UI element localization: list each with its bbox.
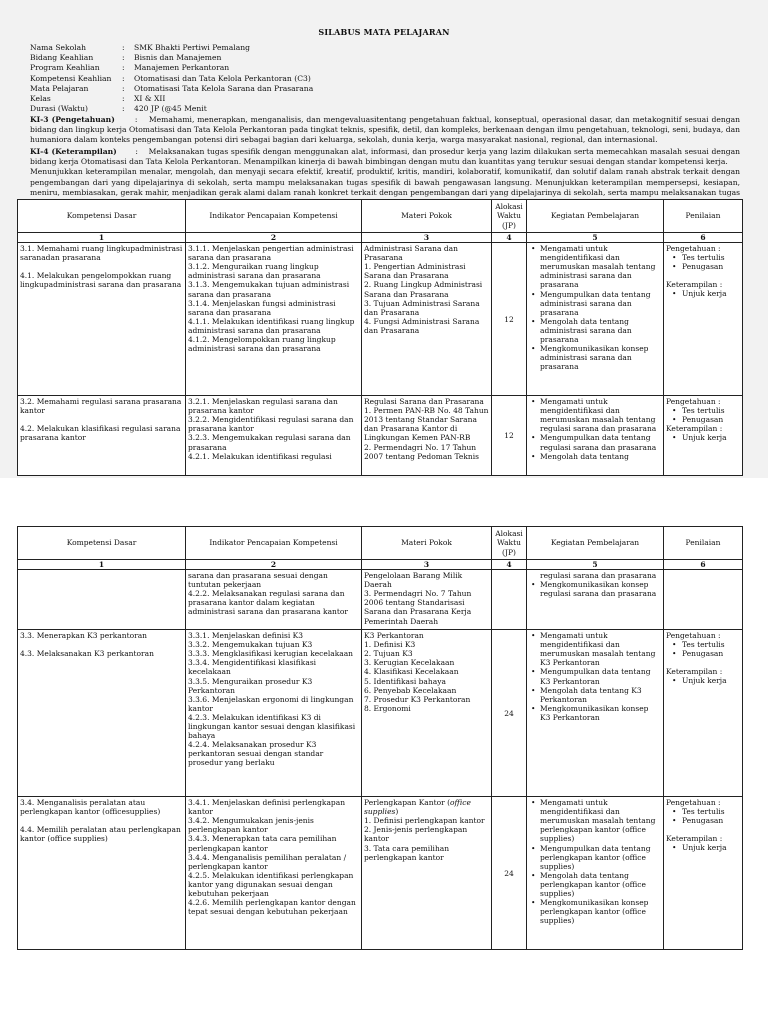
- kegiatan-list: [529, 580, 661, 598]
- table-row: [18, 630, 743, 797]
- materi-item: 3. Tujuan Administrasi Sarana dan Prasarana: [364, 298, 480, 317]
- ipk-item: 4.1.1. Melakukan identifikasi ruang lingkup administrasi sarana dan prasarana: [188, 316, 355, 335]
- ipk-item: 3.1.3. Mengemukakan tujuan administrasi sarana dan prasarana: [188, 280, 350, 299]
- materi-cell: [362, 570, 492, 630]
- kegiatan-cell: [527, 243, 664, 396]
- info-value: XI & XII: [134, 94, 166, 104]
- ipk-item: 3.2.1. Menjelaskan regulasi sarana dan prasarana kantor: [188, 397, 338, 416]
- ipk-item: 3.4.3. Menerapkan tata cara pemilihan perlengkapan kantor: [188, 834, 337, 853]
- spacer: [666, 658, 740, 667]
- ipk-item: 3.3.2. Mengemukakan tujuan K3: [188, 640, 313, 650]
- materi-item: 2. Tujuan K3: [364, 649, 413, 659]
- kegiatan-cell: [527, 570, 664, 630]
- penilaian-list: [666, 406, 740, 424]
- info-colon: :: [122, 43, 125, 52]
- header-alokasi-waktu: Alokasi Waktu (JP): [492, 527, 527, 560]
- ipk-cell: [186, 396, 362, 476]
- info-value: Bisnis dan Manajemen: [134, 53, 222, 63]
- penilaian-item: • Penugasan: [682, 816, 740, 825]
- info-label: Kelas: [30, 94, 51, 104]
- materi-item: 6. Penyebab Kecelakaan: [364, 685, 457, 695]
- ipk-item: 3.3.4. Mengidentifikasi klasifikasi kecelakaan: [188, 658, 317, 677]
- header-kegiatan: Kegiatan Pembelajaran: [527, 200, 664, 233]
- column-number: 1: [18, 233, 186, 243]
- materi-heading-close: ): [395, 807, 399, 817]
- penilaian-item: • Penugasan: [682, 262, 740, 271]
- info-label: Durasi (Waktu): [30, 104, 89, 114]
- column-number: 3: [362, 560, 492, 570]
- header-alokasi-waktu: Alokasi Waktu (JP): [492, 200, 527, 233]
- materi-heading-italic: office supplies: [364, 798, 471, 817]
- penilaian-item: • Unjuk kerja: [682, 676, 740, 685]
- materi-cell: [362, 396, 492, 476]
- kegiatan-item: • Mengolah data tentang perlengkapan kantor (office supplies): [540, 871, 661, 898]
- kd-item: 4.4. Memilih peralatan atau perlengkapan kantor (office supplies): [20, 825, 181, 844]
- ipk-item: 3.2.2. Mengidentifikasi regulasi sarana dan prasarana kantor: [188, 415, 354, 434]
- syllabus-table-page-2: [17, 526, 743, 950]
- kd-item: 3.1. Memahami ruang lingkupadministrasi saranadan prasarana: [20, 244, 183, 263]
- kegiatan-item: • Mengkomunikasikan konsep administrasi sarana dan prasarana: [540, 344, 661, 371]
- ki3-label: KI-3 (Pengetahuan): [30, 115, 115, 124]
- info-colon: :: [122, 73, 125, 83]
- info-colon: :: [122, 94, 125, 104]
- ipk-item: 4.2.2. Melaksanakan regulasi sarana dan prasarana kantor dalam kegiatan administrasi sarana dan prasarana kantor: [188, 589, 348, 617]
- column-number: 2: [186, 233, 362, 243]
- kd-cell: [18, 396, 186, 476]
- column-number: 5: [527, 560, 664, 570]
- penilaian-cell: [664, 797, 743, 950]
- info-value: Otomatisasi Tata Kelola Sarana dan Prasarana: [134, 83, 314, 93]
- ipk-item: 3.2.3. Mengemukakan regulasi sarana dan prasarana: [188, 433, 351, 452]
- info-label: Program Keahlian: [30, 63, 100, 73]
- info-label: Mata Pelajaran: [30, 83, 89, 93]
- penilaian-list: [666, 640, 740, 658]
- penilaian-cell: [664, 630, 743, 797]
- materi-item: K3 Perkantoran: [364, 631, 424, 641]
- kegiatan-item: • Mengolah data tentang administrasi sarana dan prasarana: [540, 317, 661, 344]
- ipk-item: 3.1.2. Menguraikan ruang lingkup administrasi sarana dan prasarana: [188, 262, 321, 281]
- kegiatan-item: • Mengkomunikasikan konsep perlengkapan kantor (office supplies): [540, 898, 661, 925]
- jp-cell: [492, 570, 527, 630]
- column-number: 2: [186, 560, 362, 570]
- penilaian-list: [666, 843, 740, 852]
- column-number-row: [18, 233, 743, 243]
- spacer: [666, 271, 740, 280]
- kegiatan-list: [529, 244, 661, 371]
- penilaian-pengetahuan-label: Pengetahuan :: [666, 798, 721, 808]
- kegiatan-list: [529, 798, 661, 925]
- header-indikator: Indikator Pencapaian Kompetensi: [186, 527, 362, 560]
- kegiatan-item: • Mengumpulkan data tentang regulasi sarana dan prasarana: [540, 433, 661, 451]
- penilaian-item: • Unjuk kerja: [682, 843, 740, 852]
- identity-block: [30, 43, 313, 114]
- ipk-item: 3.3.6. Menjelaskan ergonomi di lingkungan kantor: [188, 694, 354, 713]
- penilaian-item: • Tes tertulis: [682, 253, 740, 262]
- ki4-label: KI-4 (Keterampilan): [30, 147, 117, 156]
- kegiatan-list: [529, 631, 661, 722]
- penilaian-keterampilan-label: Keterampilan :: [666, 667, 723, 677]
- info-value: Otomatisasi dan Tata Kelola Perkantoran (C3): [134, 73, 311, 83]
- penilaian-keterampilan-label: Keterampilan :: [666, 280, 723, 290]
- info-row-kelas: [30, 94, 313, 104]
- penilaian-list: [666, 289, 740, 298]
- materi-item: 7. Prosedur K3 Perkantoran: [364, 694, 471, 704]
- column-number: 3: [362, 233, 492, 243]
- penilaian-item: • Penugasan: [682, 649, 740, 658]
- kd-item: 3.3. Menerapkan K3 perkantoran: [20, 631, 148, 641]
- document-title: SILABUS MATA PELAJARAN: [318, 27, 450, 37]
- info-value: SMK Bhakti Pertiwi Pemalang: [134, 43, 250, 52]
- header-kegiatan: Kegiatan Pembelajaran: [527, 527, 664, 560]
- penilaian-list: [666, 253, 740, 271]
- spacer: [666, 825, 740, 834]
- kegiatan-cell: [527, 630, 664, 797]
- kegiatan-item: • Mengkomunikasikan konsep K3 Perkantoran: [540, 704, 661, 722]
- info-label: Kompetensi Keahlian: [30, 73, 112, 83]
- materi-item: 1. Definisi perlengkapan kantor: [364, 816, 485, 826]
- jp-cell: 24: [492, 797, 527, 950]
- info-row-kompetensi-keahlian: [30, 74, 313, 84]
- materi-item: 4. Klasifikasi Kecelakaan: [364, 667, 459, 677]
- info-colon: :: [122, 53, 125, 63]
- kd-item: 3.4. Menganalisis peralatan atau perlengkapan kantor (officesupplies): [20, 798, 161, 817]
- ki4-text-continued: Menunjukkan keterampilan menalar, mengolah, dan menyaji secara efektif, kreatif, produktif, kritis, mandiri, kolaboratif, komunikatif, dan solutif dalam ranah abstrak terkait dengan pengembangan dari yang dipelajarinya di sekolah, serta mampu melaksanakan tugas spesifik di bawah pengawasan langsung. Menunjukkan keterampilan mempersepsi, kesiapan, meniru, membiasakan, gerak mahir, menjadikan gerak alami dalam ranah konkret terkait dengan pengembangan dari yang dipelajarinya di sekolah, serta mampu melaksanakan tugas: [30, 167, 740, 197]
- ipk-item: 3.3.3. Mengklasifikasi kerugian kecelakaan: [188, 649, 354, 659]
- ipk-item: 3.4.4. Menganalisis pemilihan peralatan / perlengkapan kantor: [188, 852, 347, 871]
- materi-item: 5. Identifikasi bahaya: [364, 676, 446, 686]
- info-row-bidang-keahlian: [30, 53, 313, 63]
- ipk-item: 3.1.1. Menjelaskan pengertian administrasi sarana dan prasarana: [188, 244, 354, 263]
- info-label: Bidang Keahlian: [30, 53, 94, 63]
- info-colon: :: [122, 104, 125, 114]
- penilaian-cell: [664, 570, 743, 630]
- ipk-item: 4.2.6. Memilih perlengkapan kantor dengan tepat sesuai dengan kebutuhan pekerjaan: [188, 898, 356, 917]
- materi-item: 1. Definisi K3: [364, 640, 416, 650]
- kegiatan-item: • Mengumpulkan data tentang perlengkapan kantor (office supplies): [540, 844, 661, 871]
- penilaian-item: • Tes tertulis: [682, 406, 740, 415]
- materi-cell: [362, 630, 492, 797]
- info-label: Nama Sekolah: [30, 43, 87, 52]
- table-row-continued: [18, 570, 743, 630]
- kegiatan-item: • Mengamati untuk mengidentifikasi dan merumuskan masalah tentang K3 Perkantoran: [540, 631, 661, 667]
- column-number: 1: [18, 560, 186, 570]
- ipk-item: 4.2.4. Melaksanakan prosedur K3 perkantoran sesuai dengan standar prosedur yang berlaku: [188, 740, 324, 768]
- spacer: [20, 262, 183, 271]
- ipk-item: 4.2.1. Melakukan identifikasi regulasi: [188, 451, 332, 461]
- materi-item: 8. Ergonomi: [364, 703, 411, 713]
- penilaian-pengetahuan-label: Pengetahuan :: [666, 397, 721, 407]
- ipk-item: 4.1.2. Mengelompokkan ruang lingkup administrasi sarana dan prasarana: [188, 335, 336, 354]
- kd-item: 4.2. Melakukan klasifikasi regulasi sarana prasarana kantor: [20, 424, 181, 443]
- table-header-row: [18, 200, 743, 233]
- info-colon: :: [122, 63, 125, 73]
- ipk-item: 4.2.3. Melakukan identifikasi K3 di lingkungan kantor sesuai dengan klasifikasi bahaya: [188, 712, 356, 741]
- materi-cell: [362, 797, 492, 950]
- header-materi-pokok: Materi Pokok: [362, 200, 492, 233]
- ipk-item: 3.4.2. Mengumukakan jenis-jenis perlengkapan kantor: [188, 816, 314, 835]
- materi-heading-text: Perlengkapan Kantor (: [364, 798, 451, 808]
- header-materi-pokok: Materi Pokok: [362, 527, 492, 560]
- column-number: 6: [664, 560, 743, 570]
- materi-item: Administrasi Sarana dan Prasarana: [364, 244, 458, 263]
- column-number: 4: [492, 233, 527, 243]
- penilaian-item: • Tes tertulis: [682, 807, 740, 816]
- ipk-item: 4.2.5. Melakukan identifikasi perlengkapan kantor yang digunakan sesuai dengan kebutuhan pekerjaan: [188, 870, 354, 899]
- materi-item: Pengelolaan Barang Milik Daerah: [364, 571, 463, 590]
- penilaian-keterampilan-label: Keterampilan :: [666, 834, 723, 844]
- spacer: [20, 640, 183, 649]
- syllabus-table-page-1: [17, 199, 743, 476]
- kegiatan-cell: [527, 797, 664, 950]
- kegiatan-item: • Mengumpulkan data tentang K3 Perkantoran: [540, 667, 661, 685]
- header-penilaian: Penilaian: [664, 527, 743, 560]
- info-row-mata-pelajaran: [30, 84, 313, 94]
- penilaian-list: [666, 433, 740, 442]
- ki4-text: Melaksanakan tugas spesifik dengan menggunakan alat, informasi, dan prosedur kerja yang lazim dilakukan serta memecahkan masalah sesuai dengan bidang kerja Otomatisasi dan Tata Kelola Perkantoran. Menampilkan kinerja di bawah bimbingan dengan mutu dan kuantitas yang terukur sesuai dengan standar kompetensi kerja.: [30, 147, 740, 167]
- penilaian-cell: [664, 396, 743, 476]
- materi-item: 4. Fungsi Administrasi Sarana dan Prasarana: [364, 316, 480, 335]
- jp-cell: 12: [492, 396, 527, 476]
- spacer: [20, 816, 183, 825]
- header-indikator: Indikator Pencapaian Kompetensi: [186, 200, 362, 233]
- table-row: [18, 396, 743, 476]
- kd-item: 4.1. Melakukan pengelompokkan ruang lingkupadministrasi sarana dan prasarana: [20, 271, 182, 290]
- penilaian-list: [666, 807, 740, 825]
- materi-item: 3. Kerugian Kecelakaan: [364, 658, 455, 668]
- penilaian-cell: [664, 243, 743, 396]
- ki4-block: KI-4 (Keterampilan) : Melaksanakan tugas spesifik dengan menggunakan alat, informasi, dan prosedur kerja yang lazim dilakukan serta memecahkan masalah sesuai dengan bidang kerja Otomatisasi dan Tata Kelola Perkantoran. Menampilkan kinerja di bawah bimbingan dengan mutu dan kuantitas yang terukur sesuai dengan standar kompetensi kerja. Menunjukkan keterampilan menalar, mengolah, dan menyaji secara efektif, kreatif, produktif, kritis, mandiri, kolaboratif, komunikatif, dan solutif dalam ranah abstrak terkait dengan pengembangan dari yang dipelajarinya di sekolah, serta mampu melaksanakan tugas spesifik di bawah pengawasan langsung. Menunjukkan keterampilan mempersepsi, kesiapan, meniru, membiasakan, gerak mahir, menjadikan gerak alami dalam ranah konkret terkait dengan pengembangan dari yang dipelajarinya di sekolah, serta mampu melaksanakan tugas: [30, 147, 740, 208]
- penilaian-item: • Tes tertulis: [682, 640, 740, 649]
- kd-cell: [18, 243, 186, 396]
- kegiatan-item-continued: regulasi sarana dan prasarana: [540, 571, 657, 581]
- jp-cell: 12: [492, 243, 527, 396]
- ipk-item: sarana dan prasarana sesuai dengan tuntutan pekerjaan: [188, 571, 328, 590]
- ipk-cell: [186, 570, 362, 630]
- ki3-text: Memahami, menerapkan, menganalisis, dan mengevaluasitentang pengetahuan faktual, konseptual, operasional dasar, dan metakognitif sesuai dengan bidang dan lingkup kerja Otomatisasi dan Tata Kelola Perkantoran pada tingkat teknis, spesifik, detil, dan kompleks, berkenaan dengan ilmu pengetahuan, teknologi, seni, budaya, dan humaniora dalam konteks pengembangan potensi diri sebagai bagian dari keluarga, sekolah, dunia kerja, warga masyarakat nasional, regional, dan internasional.: [30, 115, 740, 145]
- ipk-item: 3.3.1. Menjelaskan definisi K3: [188, 631, 303, 641]
- header-kompetensi-dasar: Kompetensi Dasar: [18, 200, 186, 233]
- materi-heading: [364, 798, 489, 816]
- spacer: [20, 415, 183, 424]
- kegiatan-item: • Mengumpulkan data tentang administrasi sarana dan prasarana: [540, 290, 661, 317]
- kd-item: 3.2. Memahami regulasi sarana prasarana kantor: [20, 397, 182, 416]
- column-number: 5: [527, 233, 664, 243]
- kegiatan-item: • Mengamati untuk mengidentifikasi dan merumuskan masalah tentang perlengkapan kantor (office supplies): [540, 798, 661, 843]
- info-row-program-keahlian: [30, 63, 313, 73]
- materi-item: 1. Permen PAN-RB No. 48 Tahun 2013 tentang Standar Sarana dan Prasarana Kantor di Lingkungan Kemen PAN-RB: [364, 406, 489, 443]
- info-row-nama-sekolah: [30, 43, 313, 53]
- table-header-row: [18, 527, 743, 560]
- column-number: 6: [664, 233, 743, 243]
- column-number-row: [18, 560, 743, 570]
- kd-cell: [18, 797, 186, 950]
- materi-item: 2. Jenis-jenis perlengkapan kantor: [364, 825, 468, 844]
- ipk-cell: [186, 797, 362, 950]
- materi-item: Regulasi Sarana dan Prasarana: [364, 397, 484, 407]
- info-value: 420 JP (@45 Menit: [134, 104, 207, 114]
- kegiatan-item: • Mengolah data tentang K3 Perkantoran: [540, 686, 661, 704]
- ki3-block: KI-3 (Pengetahuan) : Memahami, menerapkan, menganalisis, dan mengevaluasitentang pengetahuan faktual, konseptual, operasional dasar, dan metakognitif sesuai dengan bidang dan lingkup kerja Otomatisasi dan Tata Kelola Perkantoran pada tingkat teknis, spesifik, detil, dan kompleks, berkenaan dengan ilmu pengetahuan, teknologi, seni, budaya, dan humaniora dalam konteks pengembangan potensi diri sebagai bagian dari keluarga, sekolah, dunia kerja, warga masyarakat nasional, regional, dan internasional.: [30, 115, 740, 145]
- kegiatan-item: • Mengamati untuk mengidentifikasi dan merumuskan masalah tentang administrasi sarana dan prasarana: [540, 244, 661, 289]
- kd-cell: [18, 570, 186, 630]
- kegiatan-item: • Mengolah data tentang: [540, 452, 661, 461]
- header-penilaian: Penilaian: [664, 200, 743, 233]
- materi-item: 3. Tata cara pemilihan perlengkapan kantor: [364, 843, 450, 862]
- penilaian-item: • Penugasan: [682, 415, 740, 424]
- kegiatan-list: [529, 397, 661, 461]
- kegiatan-item: • Mengamati untuk mengidentifikasi dan merumuskan masalah tentang regulasi sarana dan prasarana: [540, 397, 661, 433]
- table-row: [18, 797, 743, 950]
- kegiatan-cell: [527, 396, 664, 476]
- jp-cell: 24: [492, 630, 527, 797]
- ipk-item: 3.3.5. Menguraikan prosedur K3 Perkantoran: [188, 676, 313, 695]
- materi-cell: [362, 243, 492, 396]
- penilaian-pengetahuan-label: Pengetahuan :: [666, 244, 721, 254]
- penilaian-item: • Unjuk kerja: [682, 433, 740, 442]
- kd-cell: [18, 630, 186, 797]
- ipk-item: 3.4.1. Menjelaskan definisi perlengkapan kantor: [188, 798, 346, 817]
- info-value: Manajemen Perkantoran: [134, 63, 230, 73]
- penilaian-pengetahuan-label: Pengetahuan :: [666, 631, 721, 641]
- materi-item: 2. Ruang Lingkup Administrasi Sarana dan Prasarana: [364, 280, 483, 299]
- info-row-durasi: [30, 104, 313, 114]
- materi-item: 1. Pengertian Administrasi Sarana dan Prasarana: [364, 262, 466, 281]
- table-row: [18, 243, 743, 396]
- info-colon: :: [122, 83, 125, 93]
- column-number: 4: [492, 560, 527, 570]
- ipk-cell: [186, 243, 362, 396]
- penilaian-item: • Unjuk kerja: [682, 289, 740, 298]
- materi-item: 3. Permendagri No. 7 Tahun 2006 tentang Standarisasi Sarana dan Prasarana Kerja Pemerintah Daerah: [364, 589, 472, 626]
- ipk-item: 3.1.4. Menjelaskan fungsi administrasi sarana dan prasarana: [188, 298, 336, 317]
- kegiatan-item: • Mengkomunikasikan konsep regulasi sarana dan prasarana: [540, 580, 661, 598]
- ipk-cell: [186, 630, 362, 797]
- kd-item: 4.3. Melaksanakan K3 perkantoran: [20, 649, 154, 659]
- header-kompetensi-dasar: Kompetensi Dasar: [18, 527, 186, 560]
- materi-item: 2. Permendagri No. 17 Tahun 2007 tentang Pedoman Teknis: [364, 442, 479, 461]
- penilaian-keterampilan-label: Keterampilan :: [666, 424, 723, 434]
- penilaian-list: [666, 676, 740, 685]
